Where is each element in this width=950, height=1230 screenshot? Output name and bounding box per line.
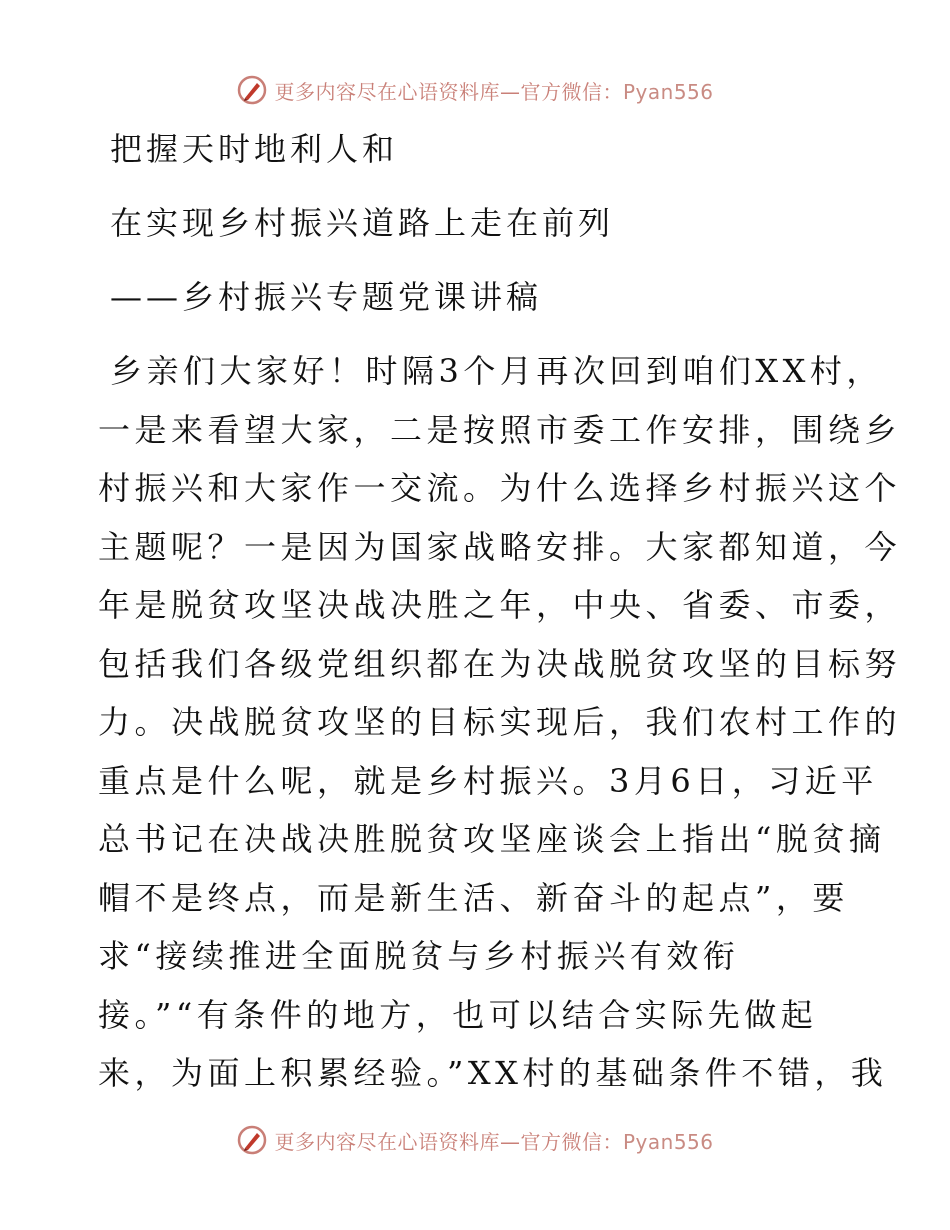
body-line: 力。决战脱贫攻坚的目标实现后，我们农村工作的 [98,703,902,741]
body-line: 一是来看望大家，二是按照市委工作安排，围绕乡 [98,410,902,449]
pen-logo-icon [236,74,268,106]
body-line: 来，为面上积累经验。”XX村的基础条件不错，我 [98,1054,888,1092]
body-line: 求“接续推进全面脱贫与乡村振兴有效衔 [98,937,740,975]
body-line: 接。”“有条件的地方，也可以结合实际先做起 [98,995,818,1034]
body-line: 包括我们各级党组织都在为决战脱贫攻坚的目标努 [98,644,902,683]
title-line-2: 在实现乡村振兴道路上走在前列 [110,204,615,242]
body-line: 乡亲们大家好！时隔3个月再次回到咱们XX村， [110,352,883,390]
watermark-id: Pyan556 [622,1129,714,1154]
watermark-header [0,70,950,110]
watermark-text: 更多内容尽在心语资料库—官方微信：Pyan556 [274,1129,714,1154]
watermark-text: 更多内容尽在心语资料库—官方微信：Pyan556 [274,79,714,104]
body-line: 总书记在决战决胜脱贫攻坚座谈会上指出“脱贫摘 [98,820,886,858]
body-line: 年是脱贫攻坚决战决胜之年，中央、省委、市委， [98,586,902,624]
watermark-footer [0,1120,950,1160]
title-line-1: 把握天时地利人和 [110,130,399,168]
pen-logo-icon [236,1124,268,1156]
body-paragraph [98,342,902,1103]
watermark-id: Pyan556 [622,79,714,104]
body-line: 主题呢？一是因为国家战略安排。大家都知道，今 [98,527,902,566]
body-line: 重点是什么呢，就是乡村振兴。3月6日，习近平 [98,761,878,800]
subtitle-line: ——乡村振兴专题党课讲稿 [110,278,543,316]
body-line: 村振兴和大家作一交流。为什么选择乡村振兴这个 [98,469,902,507]
body-line: 帽不是终点，而是新生活、新奋斗的起点”，要 [98,878,849,917]
